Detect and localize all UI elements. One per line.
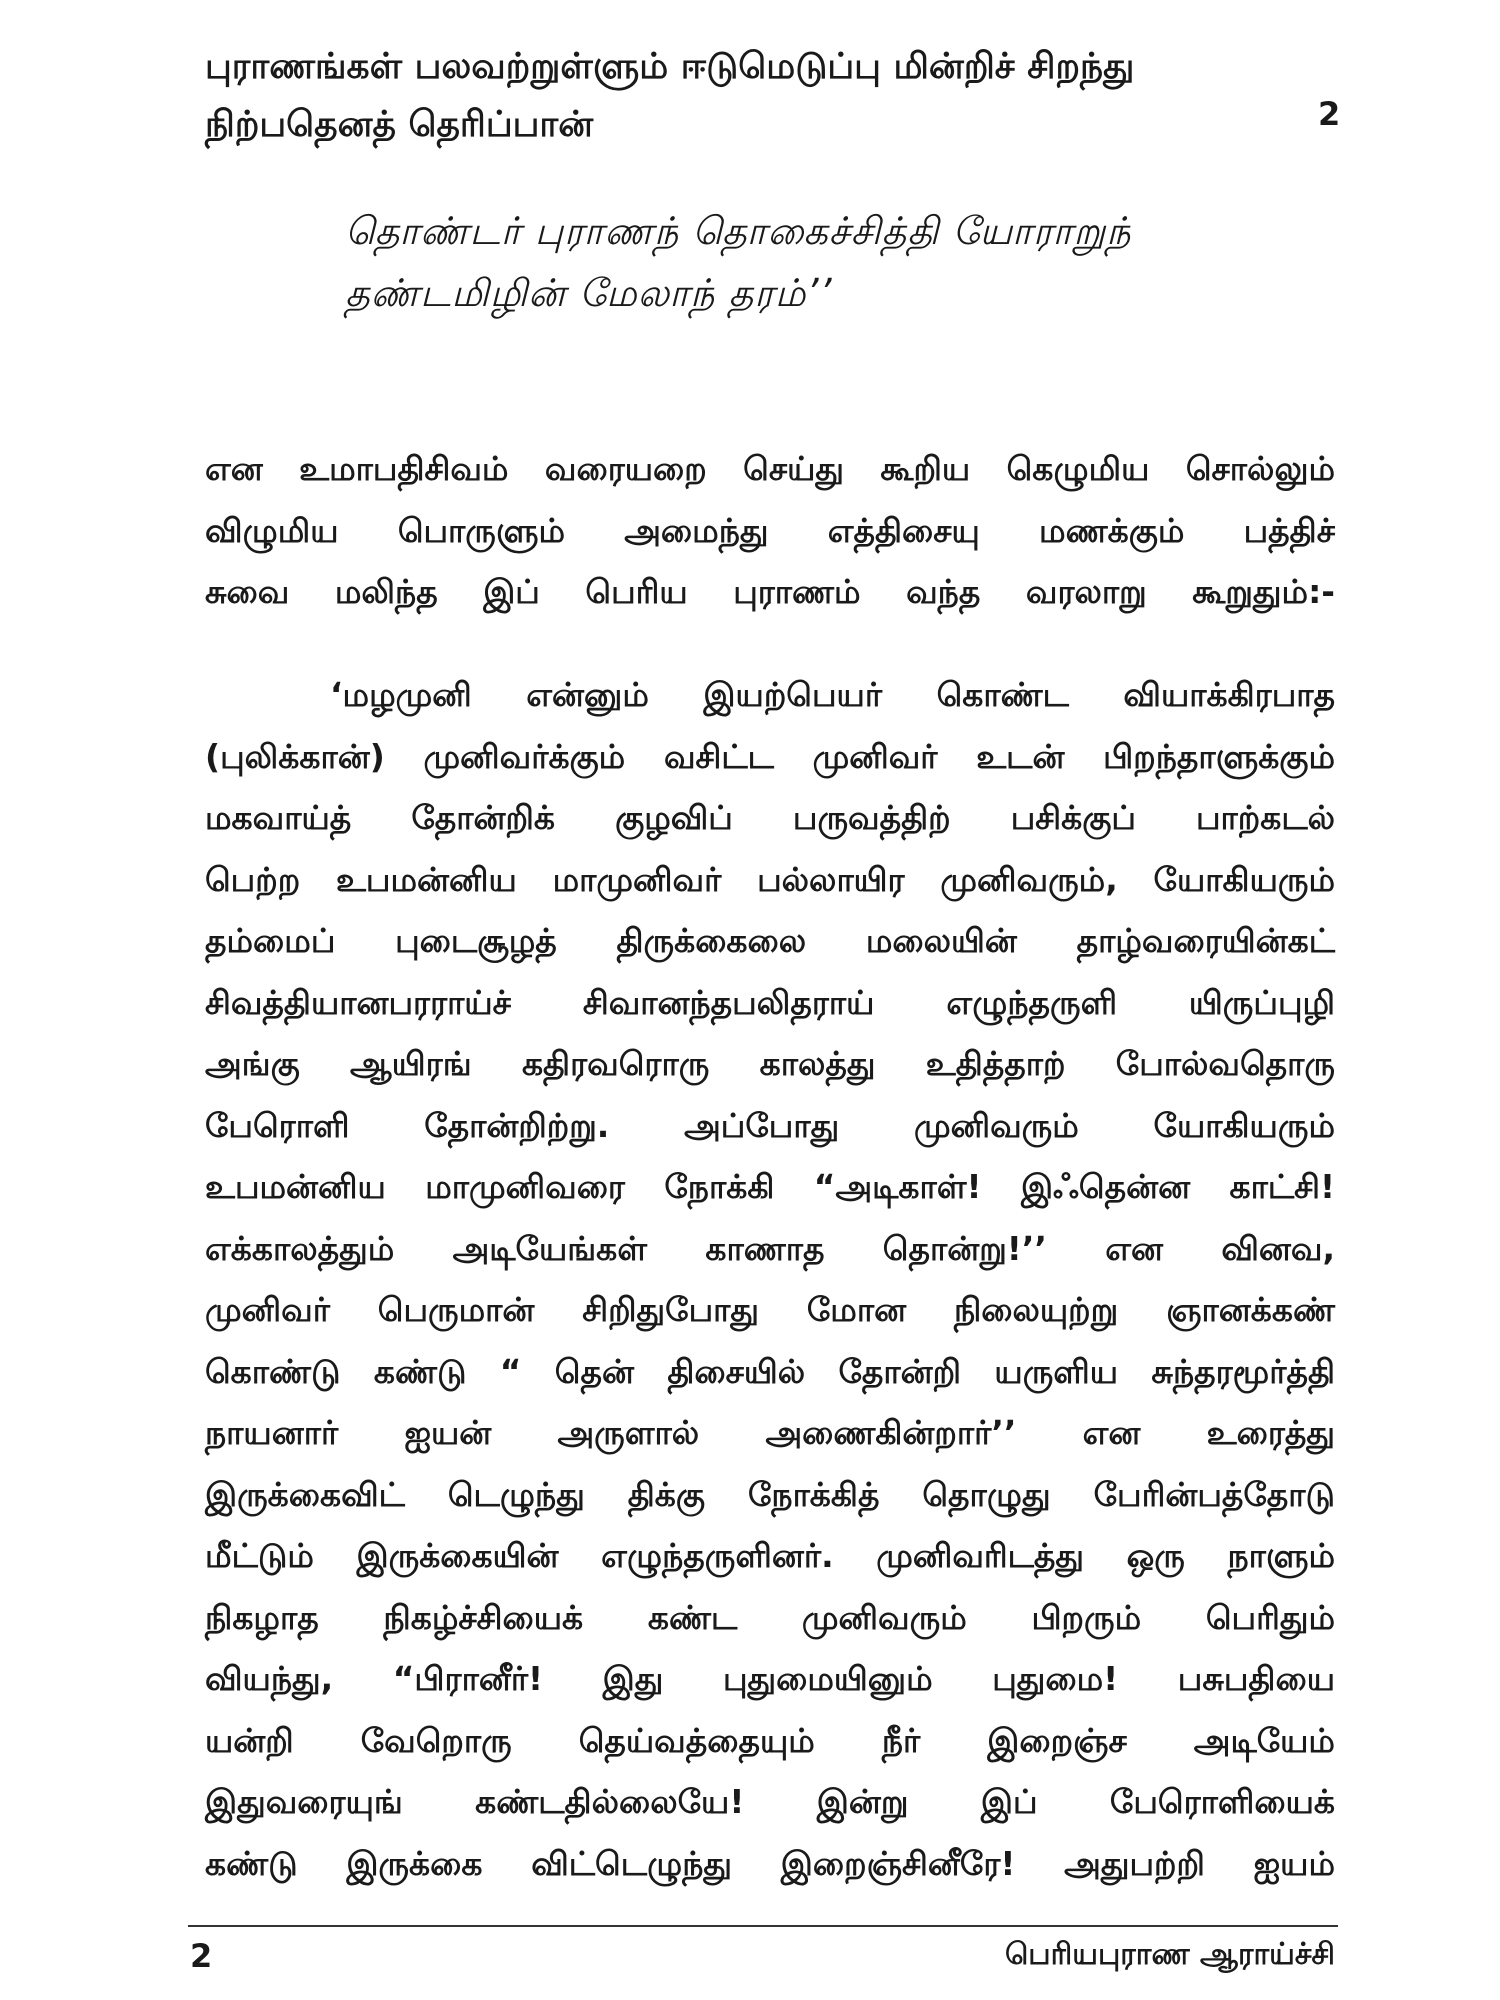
text-line: மகவாய்த் தோன்றிக் குழவிப் பருவத்திற் பசிக்குப் பாற்கடல்	[205, 798, 1335, 837]
text-line: இருக்கைவிட் டெழுந்து திக்கு நோக்கித் தொழுது பேரின்பத்தோடு	[205, 1474, 1335, 1514]
footer-book-title: பெரியபுராண ஆராய்ச்சி	[1004, 1937, 1335, 1972]
text-line: பேரொளி தோன்றிற்று. அப்போது முனிவரும் யோகியரும்	[205, 1105, 1335, 1145]
text-line: யன்றி வேறொரு தெய்வத்தையும் நீர் இறைஞ்ச அடியேம்	[205, 1720, 1335, 1760]
footer-page-number: 2	[190, 1937, 213, 1975]
paragraph-1	[205, 438, 1335, 623]
text-line: உபமன்னிய மாமுனிவரை நோக்கி “அடிகாள்! இஃதென்ன காட்சி!	[205, 1167, 1335, 1206]
text-line: வியந்து, “பிரானீர்! இது புதுமையினும் புதுமை! பசுபதியை	[205, 1659, 1335, 1698]
header-page-number: 2	[1318, 95, 1341, 133]
text-line: பெற்ற உபமன்னிய மாமுனிவர் பல்லாயிர முனிவரும், யோகியரும்	[205, 859, 1335, 899]
text-line: மீட்டும் இருக்கையின் எழுந்தருளினர். முனிவரிடத்து ஒரு நாளும்	[205, 1536, 1335, 1575]
paragraph-2	[205, 664, 1335, 1894]
text-line: முனிவர் பெருமான் சிறிதுபோது மோன நிலையுற்று ஞானக்கண்	[205, 1290, 1335, 1329]
verse-quote	[345, 200, 1132, 324]
text-line: என உமாபதிசிவம் வரையறை செய்து கூறிய கெழுமிய சொல்லும்	[205, 449, 1335, 488]
text-line: இதுவரையுங் கண்டதில்லையே! இன்று இப் பேரொளியைக்	[205, 1782, 1335, 1821]
text-line: ‘மழமுனி என்னும் இயற்பெயர் கொண்ட வியாக்கிரபாத	[330, 675, 1335, 714]
verse-line: தொண்டர் புராணந் தொகைச்சித்தி யோராறுந்	[345, 209, 1132, 253]
text-line: (புலிக்கான்) முனிவர்க்கும் வசிட்ட முனிவர் உடன் பிறந்தாளுக்கும்	[205, 736, 1335, 776]
text-line: புராணங்கள் பலவற்றுள்ளும் ஈடுமெடுப்பு மின்றிச் சிறந்து	[205, 46, 1135, 87]
text-line: நாயனார் ஐயன் அருளால் அணைகின்றார்’’ என உரைத்து	[205, 1413, 1335, 1452]
text-line: சுவை மலிந்த இப் பெரிய புராணம் வந்த வரலாறு கூறுதும்:-	[205, 572, 1335, 611]
text-line: எக்காலத்தும் அடியேங்கள் காணாத தொன்று!’’ என வினவ,	[205, 1228, 1335, 1268]
text-line: நிற்பதெனத் தெரிப்பான்	[205, 104, 594, 145]
verse-line: தண்டமிழின் மேலாந் தரம்’’	[345, 271, 833, 315]
text-line: கொண்டு கண்டு “ தென் திசையில் தோன்றி யருளிய சுந்தரமூர்த்தி	[205, 1351, 1335, 1391]
text-line: தம்மைப் புடைசூழத் திருக்கைலை மலையின் தாழ்வரையின்கட்	[205, 921, 1335, 960]
footer-divider	[188, 1925, 1338, 1927]
text-line: அங்கு ஆயிரங் கதிரவரொரு காலத்து உதித்தாற் போல்வதொரு	[205, 1044, 1335, 1083]
text-line: கண்டு இருக்கை விட்டெழுந்து இறைஞ்சினீரே! அதுபற்றி ஐயம்	[205, 1843, 1335, 1883]
text-line: சிவத்தியானபரராய்ச் சிவானந்தபலிதராய் எழுந்தருளி யிருப்புழி	[205, 982, 1335, 1022]
text-line: நிகழாத நிகழ்ச்சியைக் கண்ட முனிவரும் பிறரும் பெரிதும்	[205, 1597, 1335, 1637]
continuation-text	[205, 38, 1335, 154]
text-line: விழுமிய பொருளும் அமைந்து எத்திசையு மணக்கும் பத்திச்	[205, 510, 1335, 550]
